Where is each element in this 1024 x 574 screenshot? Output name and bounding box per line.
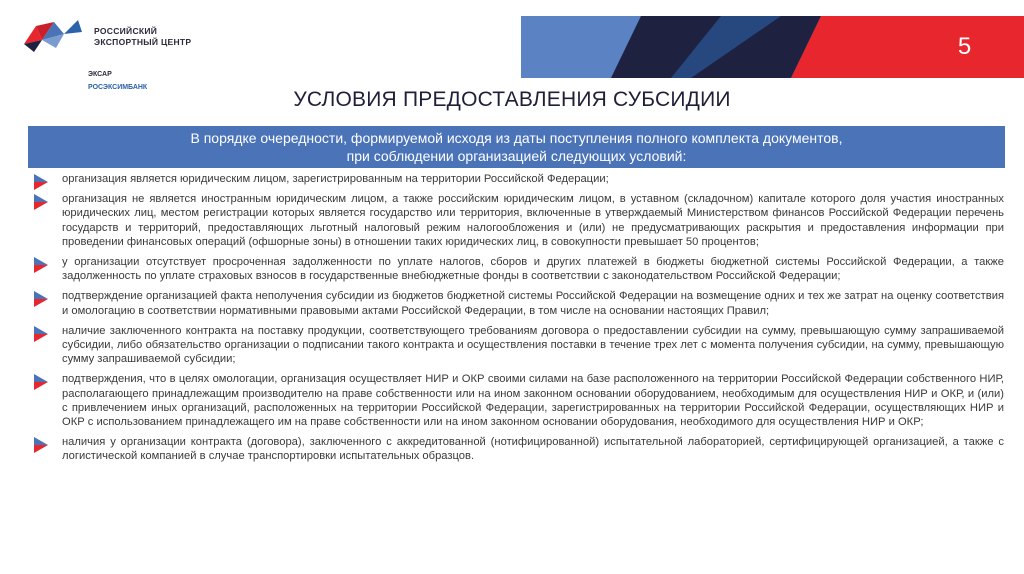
condition-text: подтверждения, что в целях омологации, организация осуществляет НИР и ОКР своими силами на базе расположенного на территории Российской Федерации собственного НИР, располагающего принадлежащим производителю на праве собственности или на ином законном основании оборудованием, необходимым для осуществления НИР и ОКР, и (или) с привлечением иных организаций, расположенных на территории Российской Федерации, зарегистрированных на территории Российской Федерации, осуществляющих НИР и ОКР с использованием принадлежащего им на праве собственности или на ином законном основании оборудования, необходимого для осуществления НИР и ОКР; (62, 373, 1004, 429)
condition-text: наличия у организации контракта (договора), заключенного с аккредитованной (нотифицированной) испытательной лабораторией, сертифицирующей организацией, а также с логистической компанией в случае транспортировки испытательных образцов. (62, 436, 1004, 463)
intro-line2: при соблюдении организацией следующих условий: (346, 148, 687, 164)
condition-text: наличие заключенного контракта на поставку продукции, соответствующего требованиям договора о предоставлении субсидии на сумму, превышающую сумму запрашиваемой субсидии, либо обязательство организации о подписании такого контракта и осуществления поставки в течение трех лет с момента получения субсидии, на сумму, превышающую сумму запрашиваемой субсидии; (62, 324, 1004, 366)
condition-item (34, 324, 1004, 367)
arrow-bullet-icon (34, 374, 48, 390)
logo-line1: РОССИЙСКИЙ (94, 26, 158, 36)
condition-text: организация является юридическим лицом, зарегистрированным на территории Российской Федерации; (62, 173, 609, 185)
rec-logo (20, 18, 200, 98)
page-number: 5 (957, 33, 972, 60)
condition-text: у организации отсутствует просроченная задолженности по уплате налогов, сборов и других платежей в бюджеты бюджетной системы Российской Федерации, а также задолженность по уплате страховых взносов в государственные внебюджетные фонды в соответствии с законодательством Российской Федерации; (62, 256, 1004, 283)
conditions-list (34, 172, 1004, 470)
eximbank-logo: РОСЭКСИМБАНК (88, 84, 148, 91)
exiar-logo: ЭКСАР (88, 71, 112, 78)
page-title: УСЛОВИЯ ПРЕДОСТАВЛЕНИЯ СУБСИДИИ (293, 88, 731, 111)
rec-logo-mark-icon (20, 18, 86, 54)
condition-text: организация не является иностранным юридическим лицом, а также российским юридическим лицом, в уставном (складочном) капитале которого доля участия иностранных юридических лиц, местом регистрации которых является государство или территория, включенные в утверждаемый Министерством финансов Российской Федерации перечень государств и территорий, предоставляющих льготный налоговый режим налогообложения и (или) не предусматривающих раскрытия и предоставления информации при проведении финансовых операций (офшорные зоны) в отношении таких юридических лиц, в совокупности превышает 50 процентов; (62, 193, 1004, 248)
condition-text: подтверждение организацией факта неполучения субсидии из бюджетов бюджетной системы Российской Федерации на возмещение одних и тех же затрат на оценку соответствия и омологацию в соответствии нормативными правовыми актами Российской Федерации, в том числе на основании настоящих Правил; (62, 290, 1004, 317)
condition-item (34, 289, 1004, 317)
intro-line1: В порядке очередности, формируемой исходя из даты поступления полного комплекта документов, (190, 130, 843, 146)
intro-box (28, 126, 1005, 168)
arrow-bullet-icon (34, 291, 48, 307)
arrow-bullet-icon (34, 194, 48, 210)
logo-line2: ЭКСПОРТНЫЙ ЦЕНТР (94, 37, 192, 47)
condition-item (34, 172, 1004, 186)
arrow-bullet-icon (34, 437, 48, 453)
condition-item (34, 435, 1004, 463)
condition-item (34, 372, 1004, 429)
logo-name (94, 26, 191, 48)
arrow-bullet-icon (34, 326, 48, 342)
condition-item (34, 255, 1004, 283)
arrow-bullet-icon (34, 174, 48, 190)
arrow-bullet-icon (34, 257, 48, 273)
condition-item (34, 192, 1004, 249)
